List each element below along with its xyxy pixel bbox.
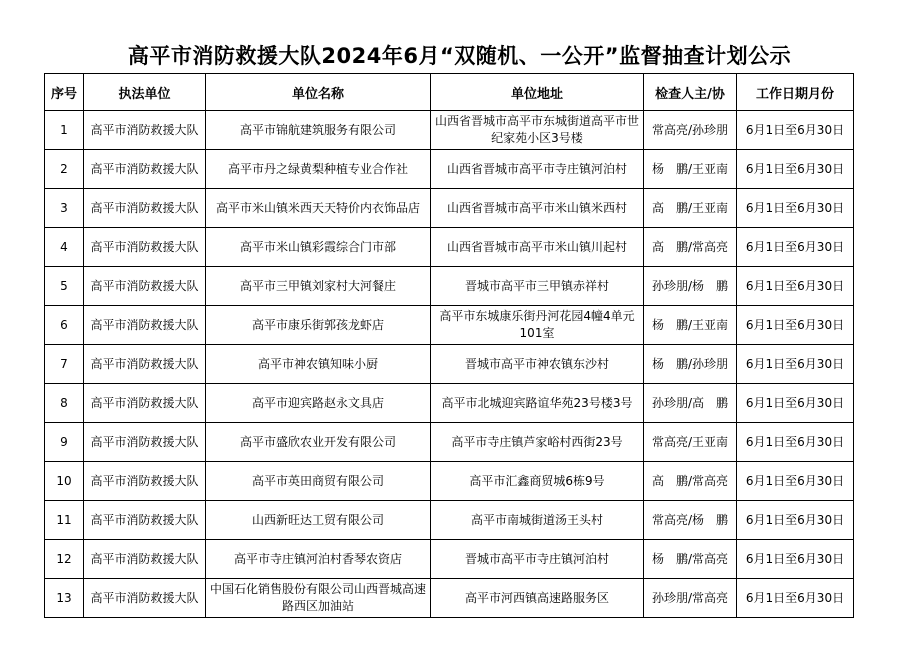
table-row bbox=[45, 501, 854, 540]
cell-enforcement-unit: 高平市消防救援大队 bbox=[84, 345, 206, 384]
header-enforcement-unit: 执法单位 bbox=[84, 74, 206, 111]
cell-serial-no: 1 bbox=[45, 111, 84, 150]
header-inspectors: 检查人主/协 bbox=[644, 74, 737, 111]
cell-serial-no: 7 bbox=[45, 345, 84, 384]
cell-enforcement-unit: 高平市消防救援大队 bbox=[84, 384, 206, 423]
cell-inspectors: 杨 鹏/常高亮 bbox=[644, 540, 737, 579]
cell-unit-address: 高平市南城街道汤王头村 bbox=[431, 501, 644, 540]
table-row bbox=[45, 150, 854, 189]
cell-enforcement-unit: 高平市消防救援大队 bbox=[84, 540, 206, 579]
cell-unit-name: 高平市锦航建筑服务有限公司 bbox=[206, 111, 431, 150]
table-row bbox=[45, 540, 854, 579]
cell-unit-name: 高平市寺庄镇河泊村香琴农资店 bbox=[206, 540, 431, 579]
cell-unit-address: 山西省晋城市高平市米山镇川起村 bbox=[431, 228, 644, 267]
cell-enforcement-unit: 高平市消防救援大队 bbox=[84, 267, 206, 306]
cell-inspectors: 杨 鹏/孙珍朋 bbox=[644, 345, 737, 384]
cell-inspectors: 高 鹏/常高亮 bbox=[644, 228, 737, 267]
cell-work-period: 6月1日至6月30日 bbox=[737, 462, 854, 501]
cell-unit-name: 高平市康乐街郭孩龙虾店 bbox=[206, 306, 431, 345]
cell-serial-no: 3 bbox=[45, 189, 84, 228]
cell-unit-address: 晋城市高平市神农镇东沙村 bbox=[431, 345, 644, 384]
page-title: 高平市消防救援大队2024年6月“双随机、一公开”监督抽查计划公示 bbox=[127, 44, 792, 68]
cell-enforcement-unit: 高平市消防救援大队 bbox=[84, 501, 206, 540]
cell-unit-name: 高平市神农镇知味小厨 bbox=[206, 345, 431, 384]
cell-inspectors: 高 鹏/常高亮 bbox=[644, 462, 737, 501]
cell-unit-address: 山西省晋城市高平市寺庄镇河泊村 bbox=[431, 150, 644, 189]
cell-enforcement-unit: 高平市消防救援大队 bbox=[84, 306, 206, 345]
cell-unit-address: 高平市北城迎宾路谊华苑23号楼3号 bbox=[431, 384, 644, 423]
cell-work-period: 6月1日至6月30日 bbox=[737, 345, 854, 384]
cell-enforcement-unit: 高平市消防救援大队 bbox=[84, 423, 206, 462]
cell-work-period: 6月1日至6月30日 bbox=[737, 189, 854, 228]
table-row bbox=[45, 228, 854, 267]
cell-unit-name: 高平市迎宾路赵永文具店 bbox=[206, 384, 431, 423]
cell-inspectors: 孙珍朋/杨 鹏 bbox=[644, 267, 737, 306]
table-row bbox=[45, 189, 854, 228]
table-row bbox=[45, 423, 854, 462]
cell-serial-no: 13 bbox=[45, 579, 84, 618]
cell-unit-address: 山西省晋城市高平市米山镇米西村 bbox=[431, 189, 644, 228]
table-row bbox=[45, 267, 854, 306]
cell-inspectors: 杨 鹏/王亚南 bbox=[644, 150, 737, 189]
cell-unit-address: 高平市寺庄镇芦家峪村西街23号 bbox=[431, 423, 644, 462]
cell-unit-name: 高平市盛欣农业开发有限公司 bbox=[206, 423, 431, 462]
cell-work-period: 6月1日至6月30日 bbox=[737, 501, 854, 540]
cell-unit-address: 山西省晋城市高平市东城街道高平市世纪家苑小区3号楼 bbox=[431, 111, 644, 150]
cell-work-period: 6月1日至6月30日 bbox=[737, 579, 854, 618]
header-unit-address: 单位地址 bbox=[431, 74, 644, 111]
cell-unit-name: 高平市三甲镇刘家村大河餐庄 bbox=[206, 267, 431, 306]
table-row bbox=[45, 384, 854, 423]
cell-work-period: 6月1日至6月30日 bbox=[737, 306, 854, 345]
table-header-row bbox=[45, 74, 854, 111]
cell-work-period: 6月1日至6月30日 bbox=[737, 150, 854, 189]
cell-work-period: 6月1日至6月30日 bbox=[737, 540, 854, 579]
table-body bbox=[45, 111, 854, 618]
cell-enforcement-unit: 高平市消防救援大队 bbox=[84, 228, 206, 267]
cell-work-period: 6月1日至6月30日 bbox=[737, 267, 854, 306]
cell-inspectors: 孙珍朋/高 鹏 bbox=[644, 384, 737, 423]
cell-enforcement-unit: 高平市消防救援大队 bbox=[84, 189, 206, 228]
table-row bbox=[45, 111, 854, 150]
cell-serial-no: 6 bbox=[45, 306, 84, 345]
cell-enforcement-unit: 高平市消防救援大队 bbox=[84, 150, 206, 189]
cell-unit-address: 高平市东城康乐街丹河花园4幢4单元101室 bbox=[431, 306, 644, 345]
cell-work-period: 6月1日至6月30日 bbox=[737, 423, 854, 462]
cell-unit-name: 高平市米山镇彩霞综合门市部 bbox=[206, 228, 431, 267]
cell-serial-no: 8 bbox=[45, 384, 84, 423]
cell-inspectors: 高 鹏/王亚南 bbox=[644, 189, 737, 228]
cell-serial-no: 9 bbox=[45, 423, 84, 462]
cell-unit-name: 山西新旺达工贸有限公司 bbox=[206, 501, 431, 540]
cell-unit-address: 高平市河西镇高速路服务区 bbox=[431, 579, 644, 618]
inspection-plan-table bbox=[44, 73, 854, 618]
cell-unit-address: 晋城市高平市寺庄镇河泊村 bbox=[431, 540, 644, 579]
table-row bbox=[45, 462, 854, 501]
table-row bbox=[45, 306, 854, 345]
table-row bbox=[45, 579, 854, 618]
cell-inspectors: 常高亮/杨 鹏 bbox=[644, 501, 737, 540]
cell-unit-address: 晋城市高平市三甲镇赤祥村 bbox=[431, 267, 644, 306]
cell-serial-no: 2 bbox=[45, 150, 84, 189]
cell-serial-no: 5 bbox=[45, 267, 84, 306]
cell-enforcement-unit: 高平市消防救援大队 bbox=[84, 462, 206, 501]
cell-work-period: 6月1日至6月30日 bbox=[737, 384, 854, 423]
cell-unit-name: 高平市英田商贸有限公司 bbox=[206, 462, 431, 501]
cell-enforcement-unit: 高平市消防救援大队 bbox=[84, 111, 206, 150]
cell-serial-no: 10 bbox=[45, 462, 84, 501]
cell-serial-no: 11 bbox=[45, 501, 84, 540]
cell-unit-name: 中国石化销售股份有限公司山西晋城高速路西区加油站 bbox=[206, 579, 431, 618]
header-serial-no: 序号 bbox=[45, 74, 84, 111]
cell-inspectors: 孙珍朋/常高亮 bbox=[644, 579, 737, 618]
header-work-period: 工作日期月份 bbox=[737, 74, 854, 111]
cell-inspectors: 常高亮/王亚南 bbox=[644, 423, 737, 462]
cell-unit-name: 高平市丹之绿黄梨种植专业合作社 bbox=[206, 150, 431, 189]
cell-inspectors: 杨 鹏/王亚南 bbox=[644, 306, 737, 345]
header-unit-name: 单位名称 bbox=[206, 74, 431, 111]
cell-unit-address: 高平市汇鑫商贸城6栋9号 bbox=[431, 462, 644, 501]
cell-work-period: 6月1日至6月30日 bbox=[737, 228, 854, 267]
cell-serial-no: 12 bbox=[45, 540, 84, 579]
cell-work-period: 6月1日至6月30日 bbox=[737, 111, 854, 150]
cell-inspectors: 常高亮/孙珍朋 bbox=[644, 111, 737, 150]
cell-enforcement-unit: 高平市消防救援大队 bbox=[84, 579, 206, 618]
cell-serial-no: 4 bbox=[45, 228, 84, 267]
table-row bbox=[45, 345, 854, 384]
cell-unit-name: 高平市米山镇米西天天特价内衣饰品店 bbox=[206, 189, 431, 228]
